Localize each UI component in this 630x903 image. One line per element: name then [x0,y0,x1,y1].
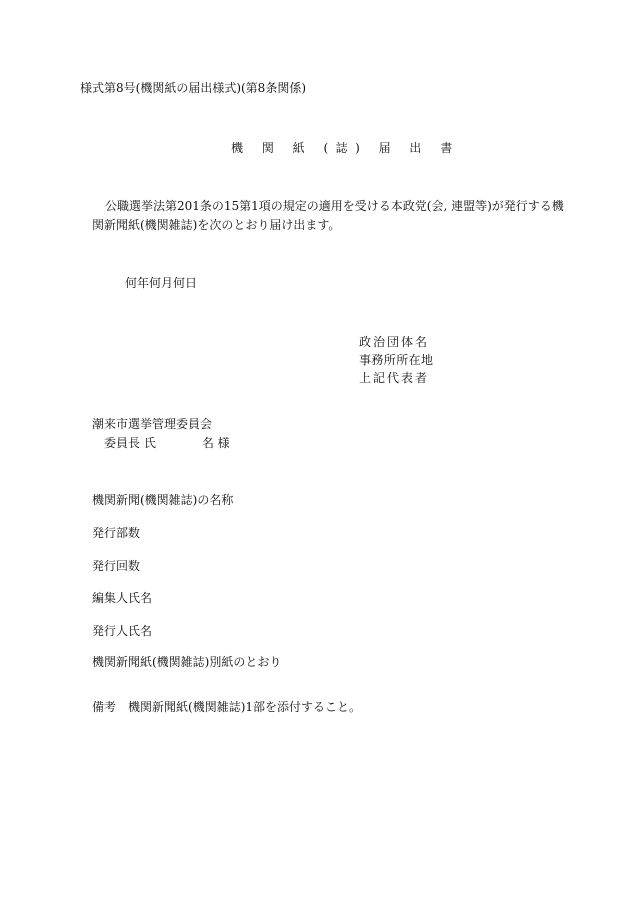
field-editor-name: 編集人氏名 [92,591,153,605]
field-sample-note: 機関新聞紙(機関雑誌)別紙のとおり [92,655,282,669]
field-copies-count: 発行部数 [92,526,141,540]
recipient-chair-prefix: 委員長 氏 [104,436,156,450]
remark-text: 機関新聞紙(機関雑誌)1部を添付すること。 [128,700,362,714]
body-text-line-2: 関新聞紙(機関雑誌)を次のとおり届け出ます。 [92,218,341,232]
sender-org-name-label: 政治団体名 [359,335,430,349]
recipient-chair-line [104,437,230,449]
field-publication-name: 機関新聞(機関雑誌)の名称 [92,493,234,507]
remark-label: 備考 [92,700,117,714]
document-title: 機 関 紙 (誌) 届 出 書 [231,141,460,155]
sender-office-address-label: 事務所所在地 [359,353,434,367]
form-reference: 様式第8号(機関紙の届出様式)(第8条関係) [80,81,306,95]
date-line: 何年何月何日 [125,276,198,290]
recipient-committee: 潮来市選挙管理委員会 [92,417,213,431]
recipient-chair-suffix: 名 様 [201,436,230,450]
remark-line [92,701,361,713]
field-publisher-name: 発行人氏名 [92,624,153,638]
body-text-line-1: 公職選挙法第201条の15第1項の規定の適用を受ける本政党(会, 連盟等)が発行する機 [105,199,564,213]
field-issue-frequency: 発行回数 [92,559,141,573]
sender-representative-label: 上記代表者 [359,371,430,385]
